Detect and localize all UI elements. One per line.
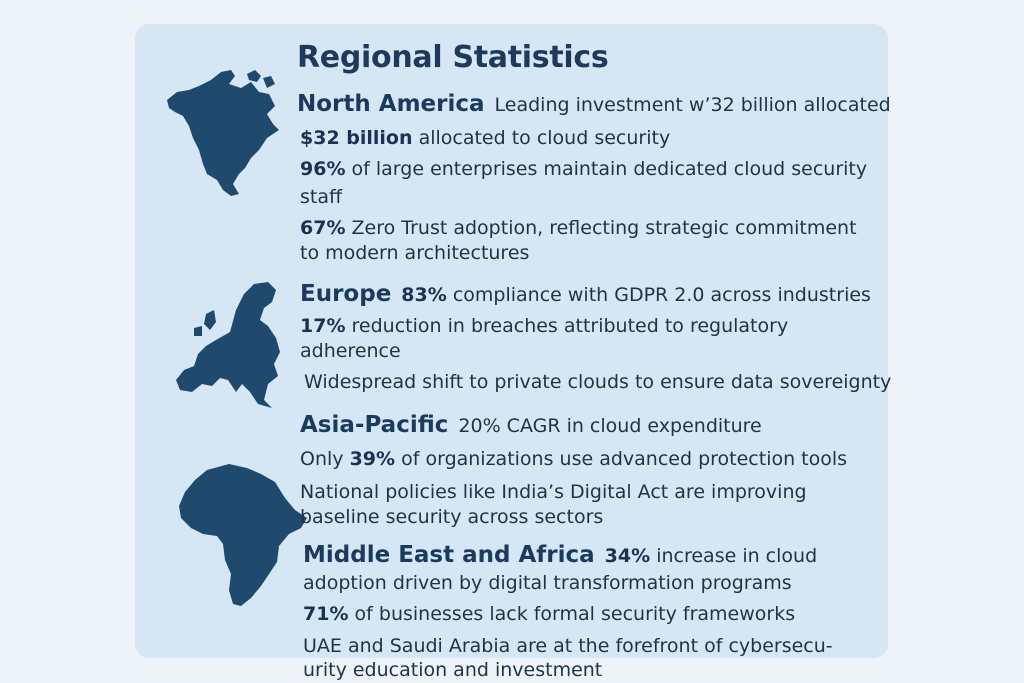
mea-region-name: Middle East and Africa xyxy=(303,542,595,568)
eu-stat-2-number: 17% xyxy=(300,315,346,337)
na-stat-1 xyxy=(300,126,670,150)
eu-stat-2 xyxy=(300,314,788,338)
mea-stat-3-cont: urity education and investment xyxy=(303,659,603,681)
ap-stat-2-cont: baseline security across sectors xyxy=(300,506,604,528)
ap-heading-line xyxy=(300,413,762,438)
na-stat-3-number: 67% xyxy=(300,217,346,239)
na-stat-3 xyxy=(300,216,857,240)
eu-region-name: Europe xyxy=(300,281,392,307)
na-region-name: North America xyxy=(297,91,485,117)
mea-stat-3: UAE and Saudi Arabia are at the forefront of cybersecu- xyxy=(303,635,833,657)
mea-heading-line xyxy=(303,543,817,568)
eu-stat-3: Widespread shift to private clouds to ensure data sovereignty xyxy=(304,371,892,393)
eu-stat-2-text: reduction in breaches attributed to regulatory xyxy=(351,315,789,337)
na-stat-3-cont: to modern architectures xyxy=(300,242,530,264)
ap-stat-1 xyxy=(300,447,847,471)
na-heading-line xyxy=(297,92,891,117)
na-stat-2 xyxy=(300,157,867,181)
africa-map-icon xyxy=(177,462,311,610)
mea-stat-1-text: increase in cloud xyxy=(656,545,818,567)
mea-stat-2-number: 71% xyxy=(303,603,349,625)
page-title: Regional Statistics xyxy=(297,40,609,75)
na-stat-1-number: $32 billion xyxy=(300,127,413,149)
na-stat-2-cont: staff xyxy=(300,186,343,208)
ap-stat-1-text: of organizations use advanced protection tools xyxy=(401,448,848,470)
mea-stat-2-text: of businesses lack formal security frameworks xyxy=(354,603,796,625)
eu-heading-line xyxy=(300,282,871,307)
na-summary: Leading investment w’32 billion allocated xyxy=(494,94,891,116)
na-stat-2-text: of large enterprises maintain dedicated cloud security xyxy=(351,158,868,180)
ap-stat-1-pre: Only xyxy=(300,448,344,470)
ap-region-name: Asia-Pacific xyxy=(300,412,449,438)
eu-stat-1-text: compliance with GDPR 2.0 across industries xyxy=(452,284,871,306)
eu-stat-2-cont: adherence xyxy=(300,340,401,362)
na-stat-2-number: 96% xyxy=(300,158,346,180)
na-stat-1-text: allocated to cloud security xyxy=(418,127,671,149)
mea-stat-1-cont: adoption driven by digital transformation programs xyxy=(303,572,792,594)
north-america-map-icon xyxy=(163,66,287,198)
ap-stat-1-number: 39% xyxy=(349,448,396,470)
mea-stat-1-number: 34% xyxy=(604,545,651,567)
mea-stat-2 xyxy=(303,602,795,626)
na-stat-3-text: Zero Trust adoption, reflecting strategic commitment xyxy=(351,217,857,239)
ap-summary: 20% CAGR in cloud expenditure xyxy=(458,415,762,437)
ap-stat-2: National policies like India’s Digital Act are improving xyxy=(300,481,807,503)
europe-map-icon xyxy=(172,280,282,410)
eu-stat-1-number: 83% xyxy=(401,284,447,306)
